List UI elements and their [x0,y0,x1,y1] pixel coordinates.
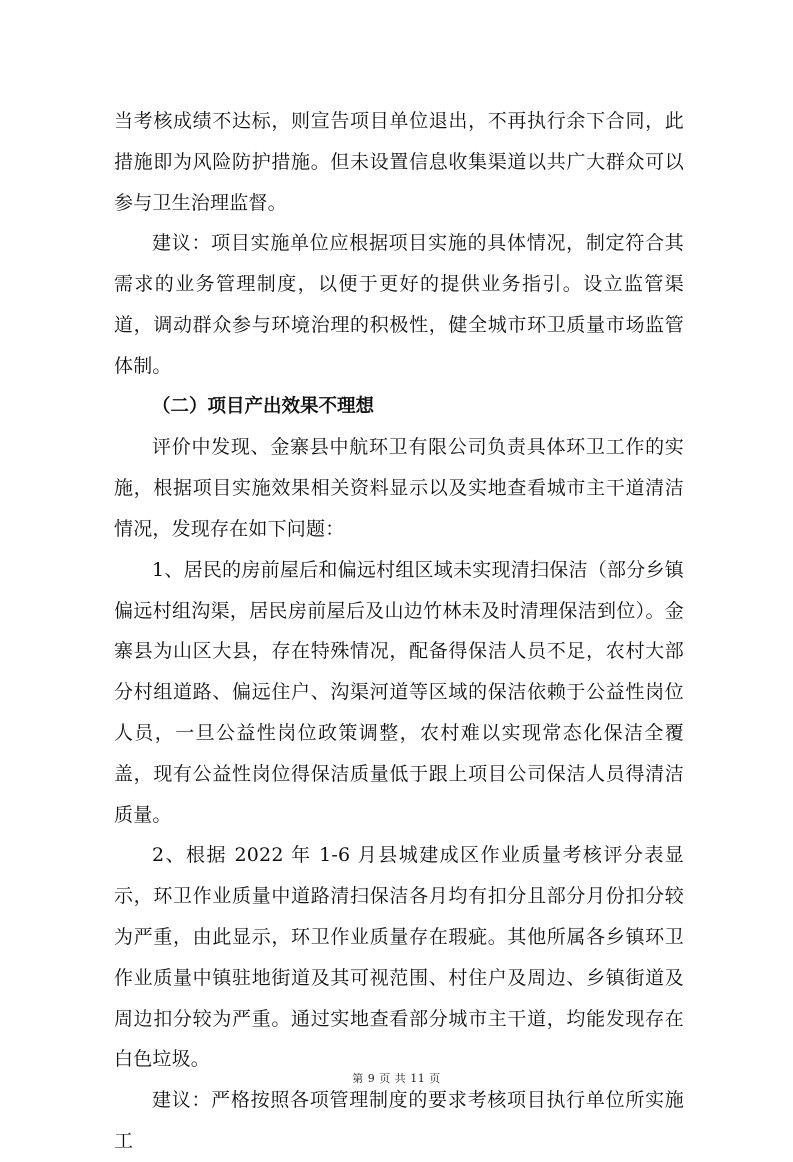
section-heading-output-effect: （二）项目产出效果不理想 [152,395,375,417]
paragraph-suggestion-management: 建议：项目实施单位应根据项目实施的具体情况，制定符合其需求的业务管理制度，以便于更好的提供业务指引。设立监管渠道，调动群众参与环境治理的积极性，健全城市环卫质量市场监管体制。 [114,232,684,377]
paragraph-risk-measures: 当考核成绩不达标，则宣告项目单位退出，不再执行余下合同，此措施即为风险防护措施。但未设置信息收集渠道以共广大群众可以参与卫生治理监督。 [114,110,684,214]
page-body [114,101,684,1162]
paragraph-issue-1: 1、居民的房前屋后和偏远村组区域未实现清扫保洁（部分乡镇偏远村组沟渠，居民房前屋后及山边竹林未及时清理保洁到位）。金寨县为山区大县，存在特殊情况，配备得保洁人员不足，农村大部分村组道路、偏远住户、沟渠河道等区域的保洁依赖于公益性岗位人员，一旦公益性岗位政策调整，农村难以实现常态化保洁全覆盖，现有公益性岗位得保洁质量低于跟上项目公司保洁人员得清洁质量。 [114,558,684,826]
paragraph-evaluation-findings: 评价中发现、金寨县中航环卫有限公司负责具体环卫工作的实施，根据项目实施效果相关资料显示以及实地查看城市主干道清洁情况，发现存在如下问题： [114,436,684,540]
paragraph-issue-2: 2、根据 2022 年 1-6 月县城建成区作业质量考核评分表显示，环卫作业质量中道路清扫保洁各月均有扣分且部分月份扣分较为严重，由此显示，环卫作业质量存在瑕疵。其他所属各乡镇环卫作业质量中镇驻地街道及其可视范围、村住户及周边、乡镇街道及周边扣分较为严重。通过实地查看部分城市主干道，均能发现存在白色垃圾。 [114,844,684,1071]
paragraph-suggestion-assessment: 建议：严格按照各项管理制度的要求考核项目执行单位所实施工 [114,1089,684,1152]
page-number-footer: 第 9 页 共 11 页 [352,1072,441,1085]
